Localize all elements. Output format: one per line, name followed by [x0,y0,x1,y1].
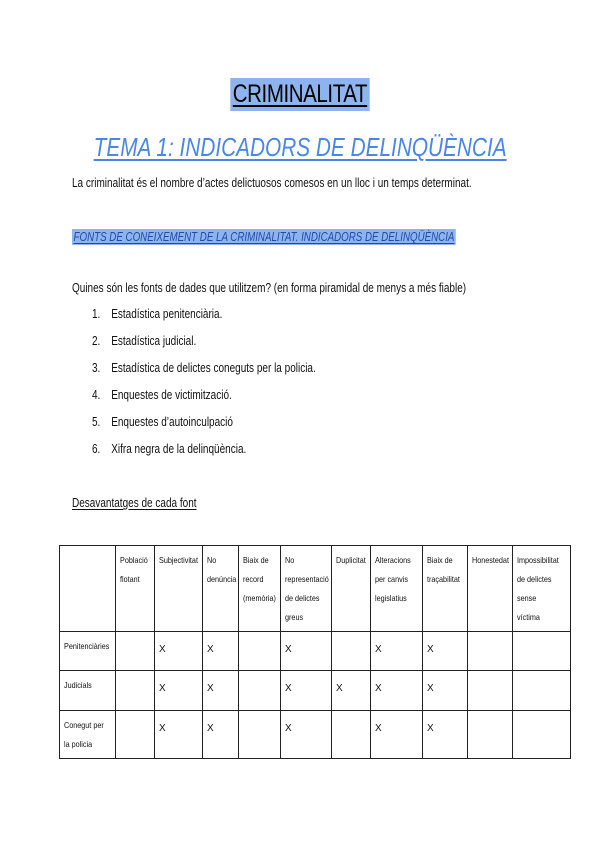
table-cell [116,632,155,671]
row-label: Penitenciàries [60,632,116,671]
topic-title-text: TEMA 1: INDICADORS DE DELINQÜÈNCIA [93,132,507,162]
table-cell: X [371,711,423,759]
list-item-number: 6. [92,442,101,456]
table-cell [513,632,571,671]
table-row [60,711,571,759]
table-header-cell: Biaix de traçabilitat [423,546,468,632]
sources-question: Quines són les fonts de dades que utilitzem? (en forma piramidal de menys a més fiable) [72,281,467,295]
topic-title [0,132,600,163]
list-item-text: Estadística de delictes coneguts per la policia. [111,361,316,375]
table-cell: X [371,632,423,671]
list-item-number: 5. [92,415,101,429]
table-header-cell: Alteracions per canvis legislatius [371,546,423,632]
table-cell [468,671,513,711]
list-item-number: 2. [92,334,101,348]
table-header-cell: Biaix de record (memòria) [239,546,281,632]
sources-list [92,307,372,469]
table-cell [239,632,281,671]
table-cell: X [203,632,239,671]
table-header-cell: No representació de delictes greus [281,546,332,632]
list-item-number: 4. [92,388,101,402]
table-cell: X [332,671,371,711]
table-header-row [60,546,571,632]
table-cell [116,671,155,711]
table-row [60,671,571,711]
page-title [0,78,600,111]
row-label: Conegut per la policia [60,711,116,759]
table-header-cell: Duplicitat [332,546,371,632]
table-cell: X [371,671,423,711]
list-item [92,361,316,388]
list-item [92,388,316,415]
table-cell [239,711,281,759]
table-cell [513,711,571,759]
table-cell [116,711,155,759]
row-label: Judicials [60,671,116,711]
list-item-text: Enquestes de victimització. [111,388,232,402]
section-heading: FONTS DE CONEIXEMENT DE LA CRIMINALITAT. INDICADORS DE DELINQÜÈNCIA [73,230,455,244]
table-cell [239,671,281,711]
list-item [92,442,316,469]
list-item [92,307,316,334]
list-item-text: Enquestes d’autoinculpació [111,415,233,429]
table-header-cell: No denúncia [203,546,239,632]
table-cell [468,632,513,671]
table-cell: X [423,671,468,711]
table-header-cell: Població flotant [116,546,155,632]
table-header-cell [60,546,116,632]
list-item-text: Estadística penitenciària. [111,307,223,321]
intro-paragraph: La criminalitat és el nombre d’actes delictuosos comesos en un lloc i un temps determinat. [72,176,472,190]
table-cell: X [281,671,332,711]
table-cell [332,711,371,759]
list-item [92,415,316,442]
table-cell: X [155,711,203,759]
page-title-text: CRIMINALITAT [230,78,369,111]
table-header-cell: Subjectivitat [155,546,203,632]
table-header-cell: Impossibilitat de delictes sense víctima [513,546,571,632]
list-item-text: Xifra negra de la delinqüència. [111,442,247,456]
list-item [92,334,316,361]
table-cell [332,632,371,671]
table-cell: X [423,711,468,759]
table-cell: X [155,632,203,671]
table-cell: X [155,671,203,711]
table-cell: X [281,711,332,759]
table-cell: X [281,632,332,671]
table-cell [468,711,513,759]
list-item-number: 1. [92,307,101,321]
table-cell: X [203,711,239,759]
list-item-text: Estadística judicial. [111,334,197,348]
table-cell: X [203,671,239,711]
table-cell: X [423,632,468,671]
table-row [60,632,571,671]
list-item-number: 3. [92,361,101,375]
table-cell [513,671,571,711]
disadvantages-heading: Desavantatges de cada font [72,496,197,510]
table-header-cell: Honestedat [468,546,513,632]
disadvantages-table [59,545,571,759]
